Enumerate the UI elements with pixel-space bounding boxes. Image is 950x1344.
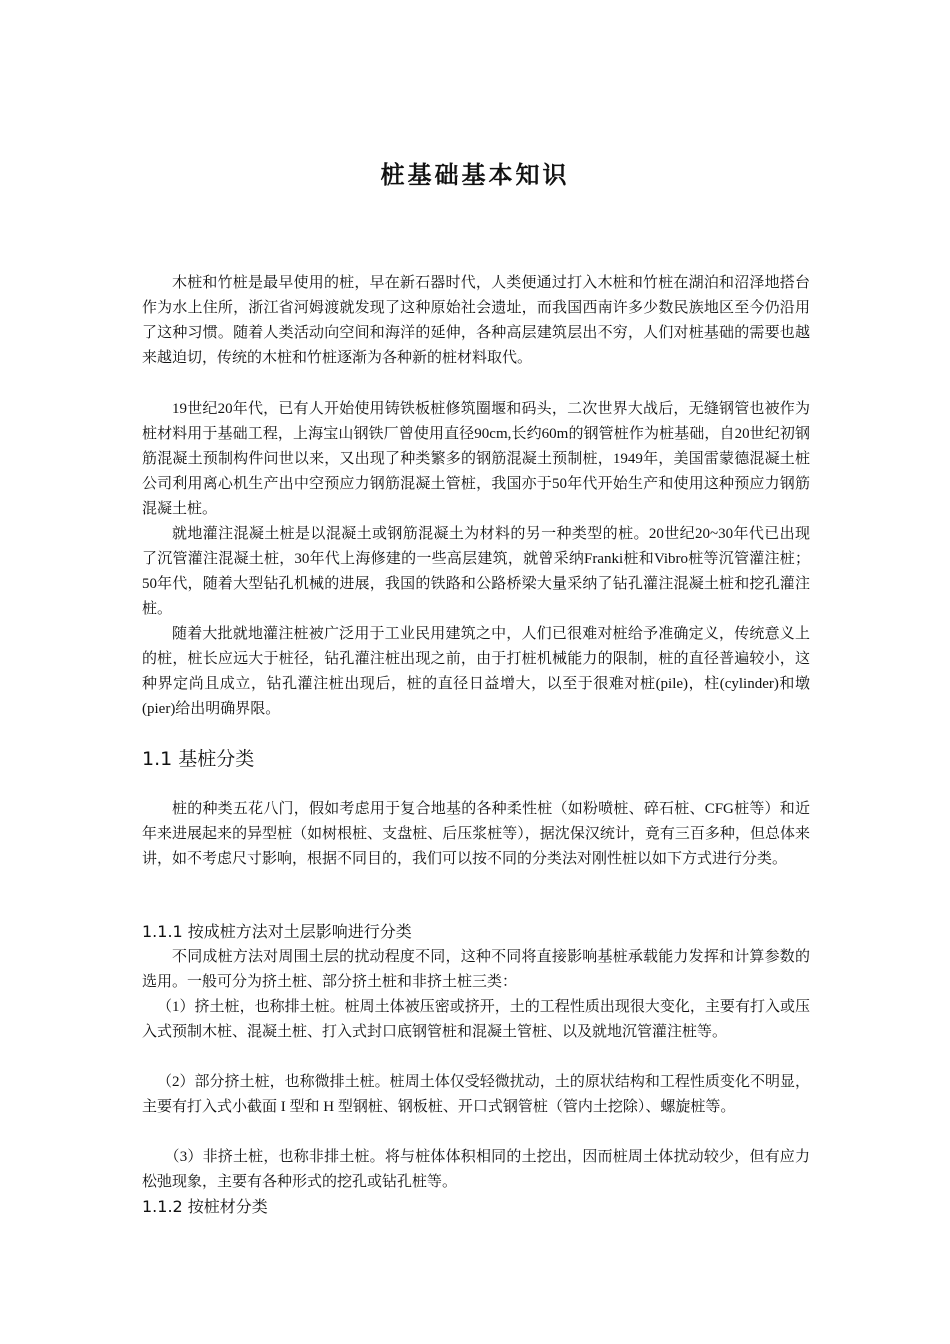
intro-paragraph-4: 随着大批就地灌注桩被广泛用于工业民用建筑之中，人们已很难对桩给予准确定义，传统意义上的桩，桩长应远大于桩径，钻孔灌注桩出现之前，由于打桩机械能力的限制，桩的直径普遍较小，这种界定尚且成立，钻孔灌注桩出现后，桩的直径日益增大，以至于很难对桩(pile)，柱(cylinder)和墩(pier)给出明确界限。 xyxy=(142,626,810,717)
intro-paragraph-3: 就地灌注混凝土桩是以混凝土或钢筋混凝土为材料的另一种类型的桩。20世纪20~30年代已出现了沉管灌注混凝土桩，30年代上海修建的一些高层建筑，就曾采纳Franki桩和Vibro桩等沉管灌注桩；50年代，随着大型钻孔机械的进展，我国的铁路和公路桥梁大量采纳了钻孔灌注混凝土桩和挖孔灌注桩。 xyxy=(142,526,810,617)
section-heading-1-1-1: 1.1.1 按成桩方法对土层影响进行分类 xyxy=(142,922,412,941)
intro-paragraph-2: 19世纪20年代，已有人开始使用铸铁板桩修筑圈堰和码头，二次世界大战后，无缝钢管也被作为桩材料用于基础工程，上海宝山钢铁厂曾使用直径90cm,长约60m的钢管桩作为桩基础，自20世纪初钢筋混凝土预制构件问世以来，又出现了种类繁多的钢筋混凝土预制桩，1949年，美国雷蒙德混凝土桩公司利用离心机生产出中空预应力钢筋混凝土管桩，我国亦于50年代开始生产和使用这种预应力钢筋混凝土桩。 xyxy=(142,401,810,517)
section-heading-1-1: 1.1 基桩分类 xyxy=(142,748,255,770)
section-1-1-paragraph: 桩的种类五花八门，假如考虑用于复合地基的各种柔性桩（如粉喷桩、碎石桩、CFG桩等）和近年来进展起来的异型桩（如树根桩、支盘桩、后压浆桩等），据沈保汉统计，竟有三百多种，但总体来讲，如不考虑尺寸影响，根据不同目的，我们可以按不同的分类法对刚性桩以如下方式进行分类。 xyxy=(142,801,810,867)
list-item-2: （2）部分挤土桩，也称微排土桩。桩周土体仅受轻微扰动，土的原状结构和工程性质变化不明显，主要有打入式小截面 I 型和 H 型钢桩、钢板桩、开口式钢管桩（管内土挖除）、螺旋桩等。 xyxy=(142,1074,810,1115)
document-title: 桩基础基本知识 xyxy=(380,161,570,189)
list-item-3: （3）非挤土桩，也称非排土桩。将与桩体体积相同的土挖出，因而桩周土体扰动较少，但有应力松弛现象，主要有各种形式的挖孔或钻孔桩等。 xyxy=(142,1149,810,1190)
section-1-1-1-paragraph: 不同成桩方法对周围土层的扰动程度不同，这种不同将直接影响基桩承载能力发挥和计算参数的选用。一般可分为挤土桩、部分挤土桩和非挤土桩三类： xyxy=(142,949,810,990)
list-item-1: （1）挤土桩，也称排土桩。桩周土体被压密或挤开，土的工程性质出现很大变化，主要有打入或压入式预制木桩、混凝土桩、打入式封口底钢管桩和混凝土管桩、以及就地沉管灌注桩等。 xyxy=(142,999,810,1040)
intro-paragraph-1: 木桩和竹桩是最早使用的桩，早在新石器时代，人类便通过打入木桩和竹桩在湖泊和沼泽地搭台作为水上住所，浙江省河姆渡就发现了这种原始社会遗址，而我国西南许多少数民族地区至今仍沿用了这种习惯。随着人类活动向空间和海洋的延伸，各种高层建筑层出不穷，人们对桩基础的需要也越来越迫切，传统的木桩和竹桩逐渐为各种新的桩材料取代。 xyxy=(142,275,810,366)
section-heading-1-1-2: 1.1.2 按桩材分类 xyxy=(142,1197,268,1216)
